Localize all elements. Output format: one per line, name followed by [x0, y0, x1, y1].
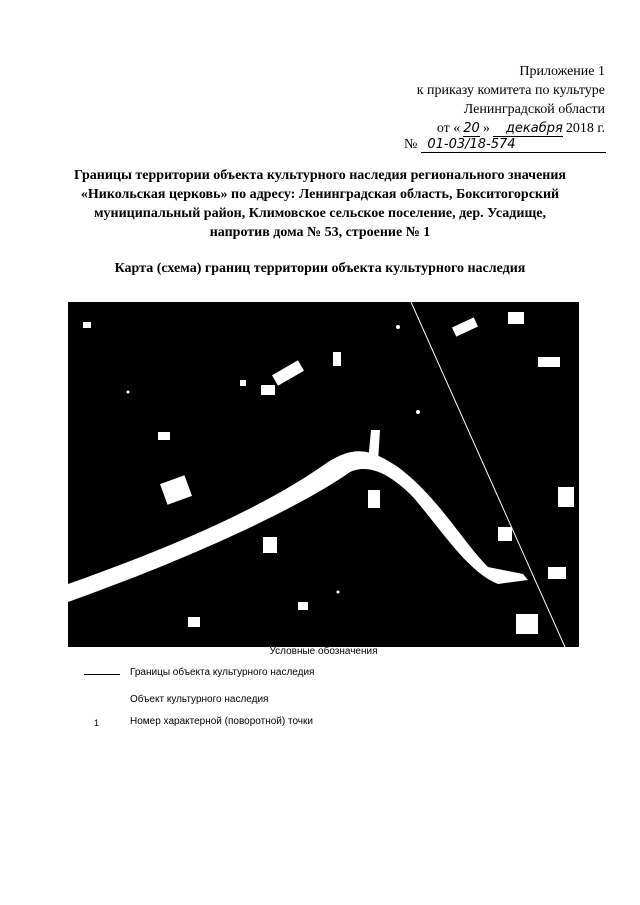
- title-line-3: муниципальный район, Климовское сельское поселение, дер. Усадище,: [93, 206, 546, 221]
- legend-point-label: Номер характерной (поворотной) точки: [130, 716, 313, 727]
- title-line-1: Границы территории объекта культурного наследия регионального значения: [73, 168, 566, 183]
- appendix-block: [305, 62, 605, 138]
- appendix-order-ref: к приказу комитета по культуре: [416, 83, 605, 98]
- map-building: [188, 617, 200, 627]
- document-title: [40, 166, 600, 242]
- map-building: [538, 357, 560, 367]
- appendix-title: Приложение 1: [519, 64, 605, 79]
- map-scheme: [68, 302, 579, 647]
- date-day: 20: [463, 121, 480, 136]
- map-image: [68, 302, 579, 647]
- map-building: [368, 490, 380, 508]
- appendix-region: Ленинградской области: [463, 102, 605, 117]
- map-building: [158, 432, 170, 440]
- legend-title: Условные обозначения: [269, 646, 378, 657]
- map-building: [261, 385, 275, 395]
- date-year: 2018 г.: [565, 121, 605, 136]
- legend-point-symbol: 1: [94, 718, 100, 728]
- legend-boundary-line-sample: [84, 674, 120, 675]
- date-month: декабря: [493, 121, 563, 137]
- map-building: [263, 537, 277, 553]
- map-building: [498, 527, 512, 541]
- title-line-2: «Никольская церковь» по адресу: Ленинградская область, Бокситогорский: [80, 187, 560, 202]
- legend-object-label: Объект культурного наследия: [130, 694, 269, 705]
- title-line-4: напротив дома № 53, строение № 1: [209, 225, 431, 240]
- map-building: [333, 352, 341, 366]
- date-prefix: от «: [436, 121, 461, 136]
- date-mid: »: [482, 121, 490, 136]
- map-building: [298, 602, 308, 610]
- map-building: [558, 487, 574, 507]
- number-prefix: №: [404, 137, 418, 152]
- map-building: [240, 380, 246, 386]
- map-building: [516, 614, 538, 634]
- map-building: [508, 312, 524, 324]
- map-subtitle: Карта (схема) границ территории объекта культурного наследия: [114, 261, 526, 276]
- appendix-date: [437, 119, 605, 138]
- legend-boundary-label: Границы объекта культурного наследия: [130, 667, 315, 678]
- number-value: 01-03/18-574: [421, 137, 606, 153]
- map-building: [83, 322, 91, 328]
- appendix-number: [404, 137, 606, 153]
- map-building: [548, 567, 566, 579]
